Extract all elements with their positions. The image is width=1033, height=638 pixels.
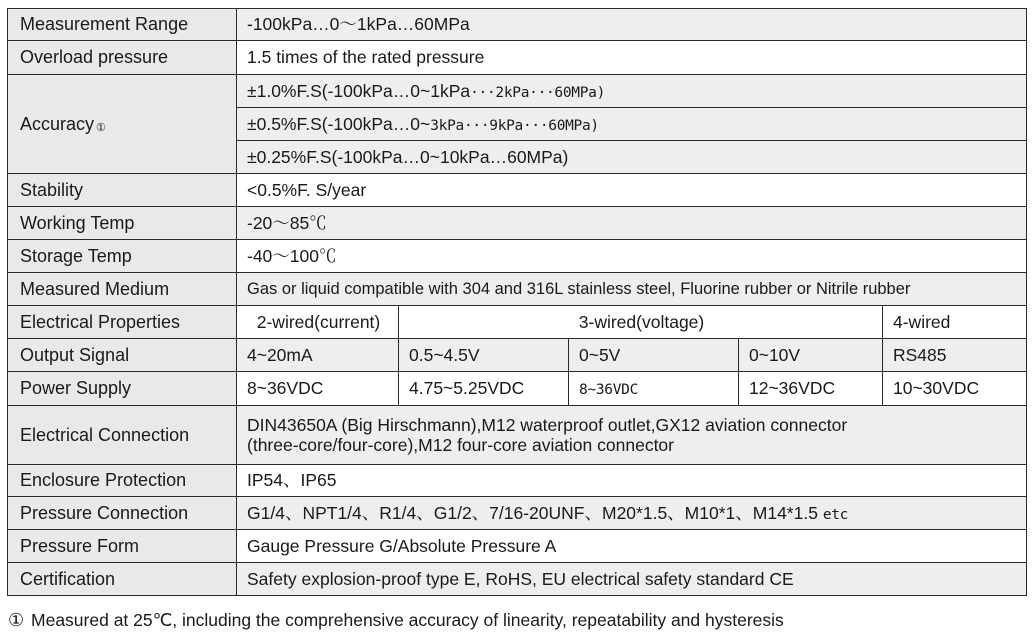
table-row	[8, 273, 1027, 306]
accuracy-value-main: ±0.5%F.S(-100kPa…0~	[247, 113, 431, 134]
pressure-connection-list: G1/4、NPT1/4、R1/4、G1/2、7/16-20UNF、M20*1.5、M10*1、M14*1.5	[247, 502, 818, 523]
table-row	[8, 563, 1027, 596]
power-supply-value: 8~36VDC	[579, 382, 639, 399]
power-supply-cell: 4.75~5.25VDC	[399, 372, 569, 406]
accuracy-value-tail: 3kPa···9kPa···60MPa)	[430, 117, 599, 134]
accuracy-value-2	[237, 108, 1027, 141]
accuracy-value-1	[237, 75, 1027, 108]
table-row	[8, 530, 1027, 563]
table-row	[8, 372, 1027, 406]
row-label: Measurement Range	[8, 9, 237, 41]
row-label: Electrical Connection	[8, 406, 237, 465]
row-label: Output Signal	[8, 339, 237, 372]
power-supply-cell: 10~30VDC	[883, 372, 1027, 406]
row-label: Measured Medium	[8, 273, 237, 306]
accuracy-value-tail: ···2kPa···60MPa)	[470, 84, 606, 101]
output-signal-cell: 0.5~4.5V	[399, 339, 569, 372]
output-signal-cell: 4~20mA	[237, 339, 399, 372]
accuracy-value-3	[237, 141, 1027, 174]
table-row	[8, 174, 1027, 207]
table-row	[8, 339, 1027, 372]
row-label: Overload pressure	[8, 41, 237, 75]
row-label: Electrical Properties	[8, 306, 237, 339]
table-row	[8, 306, 1027, 339]
table-row	[8, 497, 1027, 530]
footnote-marker: ①	[8, 610, 25, 630]
electrical-connection-value	[237, 406, 1027, 465]
stability-value: <0.5%F. S/year	[237, 174, 1027, 207]
table-row	[8, 41, 1027, 75]
specification-table	[7, 8, 1027, 596]
three-wired-cell: 3-wired(voltage)	[399, 306, 883, 339]
row-label: Stability	[8, 174, 237, 207]
pressure-connection-suffix: etc	[822, 506, 849, 523]
pressure-form-value: Gauge Pressure G/Absolute Pressure A	[237, 530, 1027, 563]
output-signal-cell: RS485	[883, 339, 1027, 372]
footnote	[8, 610, 784, 631]
table-row	[8, 9, 1027, 41]
output-signal-cell: 0~10V	[739, 339, 883, 372]
certification-value: Safety explosion-proof type E, RoHS, EU electrical safety standard CE	[237, 563, 1027, 596]
table-row	[8, 406, 1027, 465]
table-row	[8, 240, 1027, 273]
footnote-marker: ①	[96, 121, 106, 134]
storage-temp-value: -40～100℃	[237, 240, 1027, 273]
table-row	[8, 465, 1027, 497]
enclosure-protection-value: IP54、IP65	[237, 465, 1027, 497]
row-label: Storage Temp	[8, 240, 237, 273]
overload-pressure-value: 1.5 times of the rated pressure	[237, 41, 1027, 75]
working-temp-value: -20～85℃	[237, 207, 1027, 240]
row-label: Accuracy	[20, 113, 95, 134]
power-supply-cell	[569, 372, 739, 406]
table-row	[8, 207, 1027, 240]
row-label: Enclosure Protection	[8, 465, 237, 497]
row-label: Working Temp	[8, 207, 237, 240]
row-label: Power Supply	[8, 372, 237, 406]
row-label: Certification	[8, 563, 237, 596]
four-wired-cell: 4-wired	[883, 306, 1027, 339]
accuracy-value-main: ±0.25%F.S(-100kPa…0~10kPa…60MPa)	[247, 146, 569, 167]
table-row	[8, 75, 1027, 108]
two-wired-cell: 2-wired(current)	[237, 306, 399, 339]
accuracy-value-main: ±1.0%F.S(-100kPa…0~1kPa	[247, 80, 471, 101]
footnote-text: Measured at 25℃, including the comprehensive accuracy of linearity, repeatability and hysteresis	[31, 610, 784, 630]
power-supply-cell: 8~36VDC	[237, 372, 399, 406]
row-label: Pressure Form	[8, 530, 237, 563]
accuracy-label-cell	[8, 75, 237, 174]
pressure-connection-value	[237, 497, 1027, 530]
power-supply-cell: 12~36VDC	[739, 372, 883, 406]
electrical-connection-line: (three-core/four-core),M12 four-core aviation connector	[247, 435, 674, 455]
measured-medium-value: Gas or liquid compatible with 304 and 316L stainless steel, Fluorine rubber or Nitrile rubber	[237, 273, 1027, 306]
electrical-connection-line: DIN43650A (Big Hirschmann),M12 waterproof outlet,GX12 aviation connector	[247, 414, 848, 435]
output-signal-cell: 0~5V	[569, 339, 739, 372]
row-label: Pressure Connection	[8, 497, 237, 530]
measurement-range-value: -100kPa…0～1kPa…60MPa	[237, 9, 1027, 41]
